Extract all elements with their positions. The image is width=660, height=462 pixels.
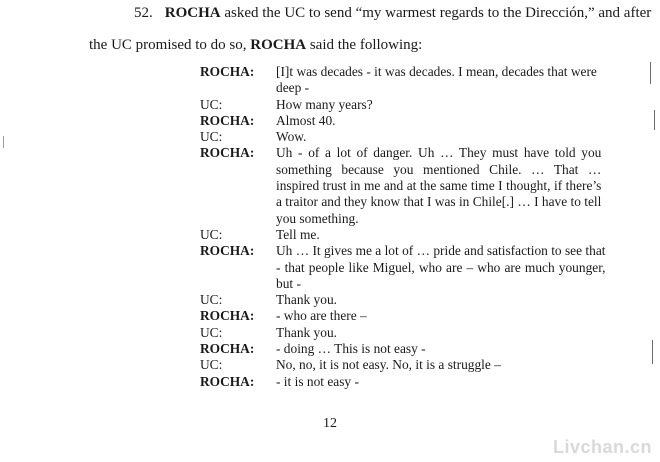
speaker-label: ROCHA: (200, 373, 255, 389)
utterance (276, 113, 580, 129)
transcript-turn (200, 308, 580, 324)
paragraph-number: 52. (134, 5, 153, 21)
utterance (276, 374, 580, 390)
utterance-line: but - (276, 275, 301, 291)
utterance-line: Tell me. (276, 226, 320, 242)
transcript-turn (200, 227, 580, 243)
transcript-turn (200, 292, 580, 308)
utterance-line: - that people like Miguel, who are – who are much younger, (276, 259, 606, 275)
paragraph-speaker-2: ROCHA (250, 37, 307, 53)
speaker-label: UC: (200, 357, 223, 373)
transcript-turn (200, 129, 580, 145)
utterance-line: Uh … It gives me a lot of … pride and satisfaction to see that (276, 243, 606, 259)
utterance-line: deep - (276, 80, 310, 96)
transcript-turn (200, 357, 580, 373)
utterance-line: How many years? (276, 96, 373, 112)
transcript-turn (200, 113, 580, 129)
speaker-label: ROCHA: (200, 112, 255, 128)
utterance-line: - who are there – (276, 308, 367, 324)
speaker-label: UC: (200, 292, 223, 308)
transcript-turn (200, 341, 580, 357)
utterance (276, 64, 597, 97)
speaker-label: UC: (200, 129, 223, 145)
speaker-label: UC: (200, 226, 223, 242)
transcript-turn (200, 97, 580, 113)
speaker-label: ROCHA: (200, 145, 255, 161)
utterance (276, 97, 580, 113)
speaker-label: UC: (200, 96, 223, 112)
utterance-line: [I]t was decades - it was decades. I mean, decades that were (276, 64, 597, 79)
paragraph-text-1: asked the UC to send “my warmest regards to the Dirección,” and after (224, 5, 652, 21)
utterance-line: inspired trust in me and at the same time I thought, if there’s (276, 178, 602, 194)
paragraph-speaker: ROCHA (164, 5, 221, 21)
margin-mark (3, 136, 4, 148)
utterance-line: a traitor and they know that I was in Chile[.] … I have to tell (276, 194, 602, 210)
utterance-line: - doing … This is not easy - (276, 341, 426, 357)
utterance-line: Thank you. (276, 324, 337, 340)
utterance-line: No, no, it is not easy. No, it is a struggle – (276, 357, 501, 373)
utterance-line: something because you mentioned Chile. … That … (276, 161, 602, 177)
speaker-label: ROCHA: (200, 64, 255, 79)
utterance-line: you something. (276, 210, 359, 226)
transcript-turn (200, 145, 602, 226)
utterance (276, 243, 605, 292)
utterance (276, 129, 580, 145)
utterance (276, 145, 601, 226)
paragraph-line-2 (89, 37, 422, 54)
utterance (276, 308, 580, 324)
utterance-line: Wow. (276, 129, 307, 145)
speaker-label: ROCHA: (200, 341, 255, 357)
speaker-label: UC: (200, 324, 223, 340)
transcript-turn (200, 325, 580, 341)
utterance (276, 292, 580, 308)
margin-mark (652, 340, 653, 364)
transcript-turn (200, 64, 597, 97)
speaker-label: ROCHA: (200, 243, 255, 259)
margin-mark (650, 62, 651, 84)
utterance-line: - it is not easy - (276, 373, 359, 389)
utterance (276, 341, 580, 357)
paragraph-line-1 (134, 5, 651, 22)
utterance (276, 325, 580, 341)
utterance-line: Uh - of a lot of danger. Uh … They must have told you (276, 145, 602, 161)
watermark-logo: Livchan.cn (552, 437, 652, 457)
margin-mark (654, 110, 655, 130)
paragraph-text-2b: said the following: (309, 37, 423, 53)
transcript-turn (200, 374, 580, 390)
transcript-block (200, 64, 606, 390)
page-number: 12 (323, 416, 337, 431)
utterance-line: Thank you. (276, 292, 337, 308)
utterance (276, 357, 580, 373)
utterance (276, 227, 580, 243)
paragraph-text-2a: the UC promised to do so, (89, 37, 247, 53)
speaker-label: ROCHA: (200, 308, 255, 324)
utterance-line: Almost 40. (276, 112, 336, 128)
transcript-turn (200, 243, 606, 292)
